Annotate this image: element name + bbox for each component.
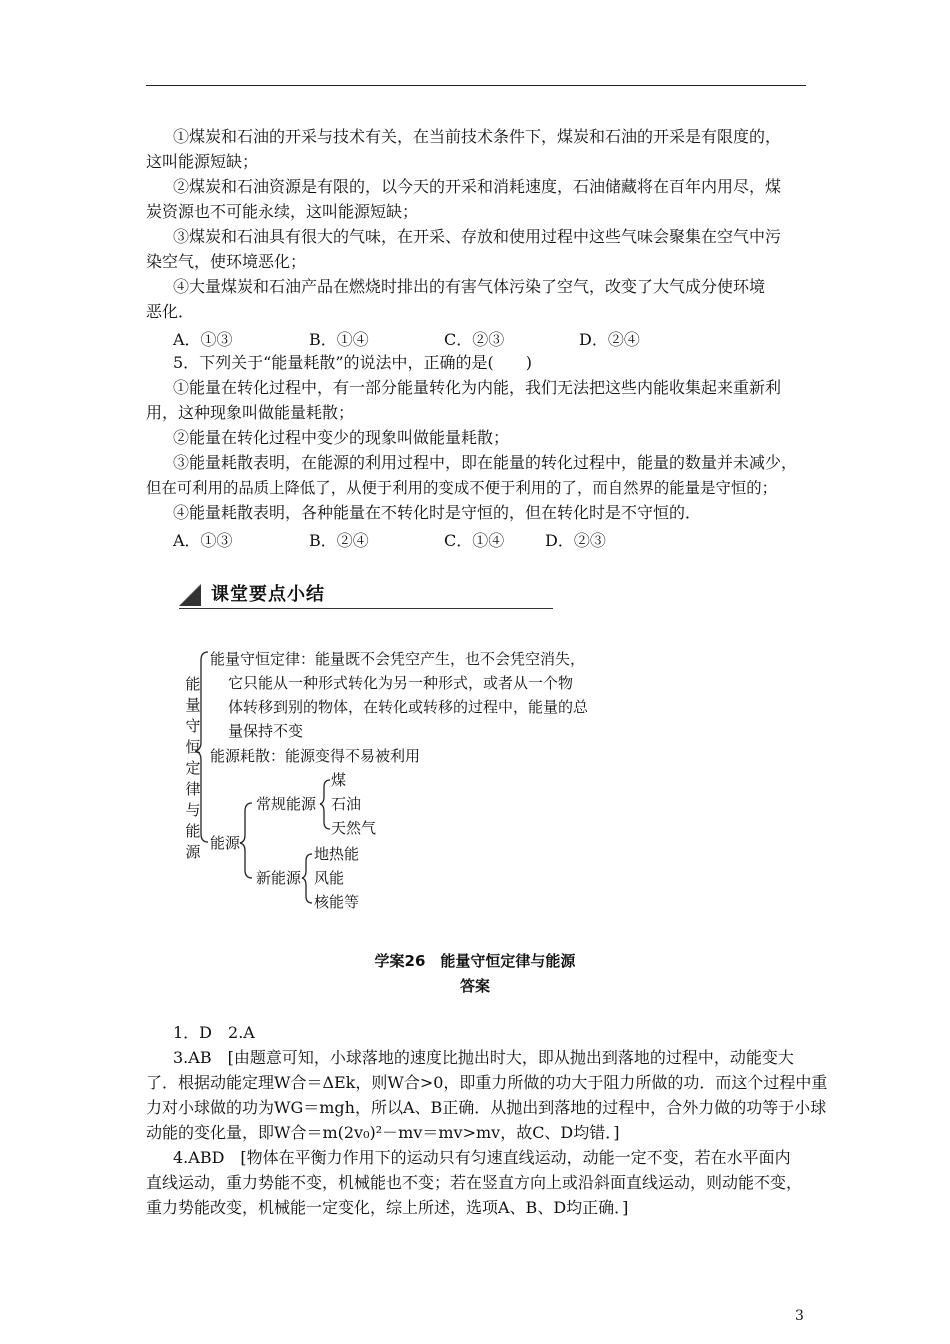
law-line-4: 量保持不变 (228, 722, 304, 740)
answer-3-line-4: 动能的变化量，即W合＝m(2v₀)²－mv＝mv>mv，故C、D均错．] (146, 1123, 620, 1142)
law-line-1: 能量守恒定律：能量既不会凭空产生，也不会凭空消失， (210, 650, 586, 668)
answer-3-line-1: 3.AB [由题意可知，小球落地的速度比抛出时大，即从抛出到落地的过程中，动能变大 (173, 1048, 794, 1067)
new-energy-label: 新能源 (256, 869, 302, 887)
q4-statement-1-cont: 这叫能源短缺； (146, 152, 259, 171)
concept-map-root: 能 量 守 恒 定 律 与 能 源 (185, 675, 201, 861)
q5-option-c: C．①④ (444, 531, 505, 550)
q4-statement-4-cont: 恶化． (146, 302, 195, 321)
conventional-item-coal: 煤 (331, 771, 347, 789)
law-line-2: 它只能从一种形式转化为另一种形式，或者从一个物 (228, 674, 574, 692)
q4-statement-2-cont: 炭资源也不可能永续，这叫能源短缺； (146, 202, 419, 221)
q5-statement-1: ①能量在转化过程中，有一部分能量转化为内能，我们无法把这些内能收集起来重新利 (173, 378, 782, 397)
new-item-nuclear: 核能等 (314, 893, 360, 911)
answer-section-title: 学案26 能量守恒定律与能源 (374, 952, 576, 970)
q5-statement-3: ③能量耗散表明，在能源的利用过程中，即在能量的转化过程中，能量的数量并未减少， (173, 453, 798, 472)
q5-option-d: D．②③ (545, 531, 606, 550)
conventional-brace (320, 780, 330, 829)
q5-stem: 5．下列关于“能量耗散”的说法中，正确的是( ) (173, 353, 533, 372)
q5-option-b: B．②④ (309, 531, 369, 550)
dissipation-line: 能源耗散：能源变得不易被利用 (210, 747, 421, 765)
law-line-3: 体转移到别的物体，在转化或转移的过程中，能量的总 (228, 698, 589, 716)
conventional-item-gas: 天然气 (331, 819, 377, 837)
q4-statement-3-cont: 染空气，使环境恶化； (146, 252, 307, 271)
q5-statement-4: ④能量耗散表明，各种能量在不转化时是守恒的，但在转化时是不守恒的． (173, 503, 702, 522)
answer-section-subtitle: 答案 (459, 977, 490, 995)
q5-option-a: A．①③ (173, 531, 233, 550)
q4-statement-1: ①煤炭和石油的开采与技术有关，在当前技术条件下，煤炭和石油的开采是有限度的， (173, 127, 782, 146)
q4-option-a: A．①③ (173, 330, 233, 349)
q4-option-b: B．①④ (309, 330, 369, 349)
q4-statement-4: ④大量煤炭和石油产品在燃烧时排出的有害气体污染了空气，改变了大气成分使环境 (173, 277, 766, 296)
q5-statement-3-cont: 但在可利用的品质上降低了，从便于利用的变成不便于利用的了，而自然界的能量是守恒的； (146, 479, 778, 497)
conventional-item-oil: 石油 (331, 795, 362, 813)
answer-3-line-2: 了．根据动能定理W合＝ΔEk，则W合>0，即重力所做的功大于阻力所做的功．而这个过程中重 (146, 1073, 828, 1092)
q5-statement-2: ②能量在转化过程中变少的现象叫做能量耗散； (173, 428, 510, 447)
conventional-energy-label: 常规能源 (256, 795, 317, 813)
answer-4-line-2: 直线运动，重力势能不变，机械能也不变；若在竖直方向上或沿斜面直线运动，则动能不变， (146, 1173, 803, 1192)
answer-3-line-3: 力对小球做的功为WG＝mgh，所以A、B正确．从抛出到落地的过程中，合外力做的功等于小球 (146, 1098, 827, 1117)
answer-4-line-1: 4.ABD [物体在平衡力作用下的运动只有匀速直线运动，动能一定不变，若在水平面内 (173, 1148, 791, 1167)
energy-label: 能源 (210, 834, 241, 852)
answer-4-line-3: 重力势能改变，机械能一定变化，综上所述，选项A、B、D均正确．] (146, 1198, 629, 1217)
page-number: 3 (795, 1308, 804, 1324)
main-brace (195, 652, 208, 842)
summary-heading-text: 课堂要点小结 (211, 584, 325, 605)
answer-1-2: 1．D 2.A (173, 1023, 255, 1042)
energy-brace (240, 803, 252, 878)
q4-statement-2: ②煤炭和石油资源是有限的，以今天的开采和消耗速度，石油储藏将在百年内用尽，煤 (173, 177, 782, 196)
q4-option-d: D．②④ (579, 330, 640, 349)
new-energy-brace (302, 854, 312, 903)
q4-statement-3: ③煤炭和石油具有很大的气味，在开采、存放和使用过程中这些气味会聚集在空气中污 (173, 227, 782, 246)
q4-option-c: C．②③ (444, 330, 505, 349)
new-item-wind: 风能 (314, 869, 345, 887)
new-item-geothermal: 地热能 (314, 845, 360, 863)
q5-statement-1-cont: 用，这种现象叫做能量耗散； (146, 403, 355, 422)
